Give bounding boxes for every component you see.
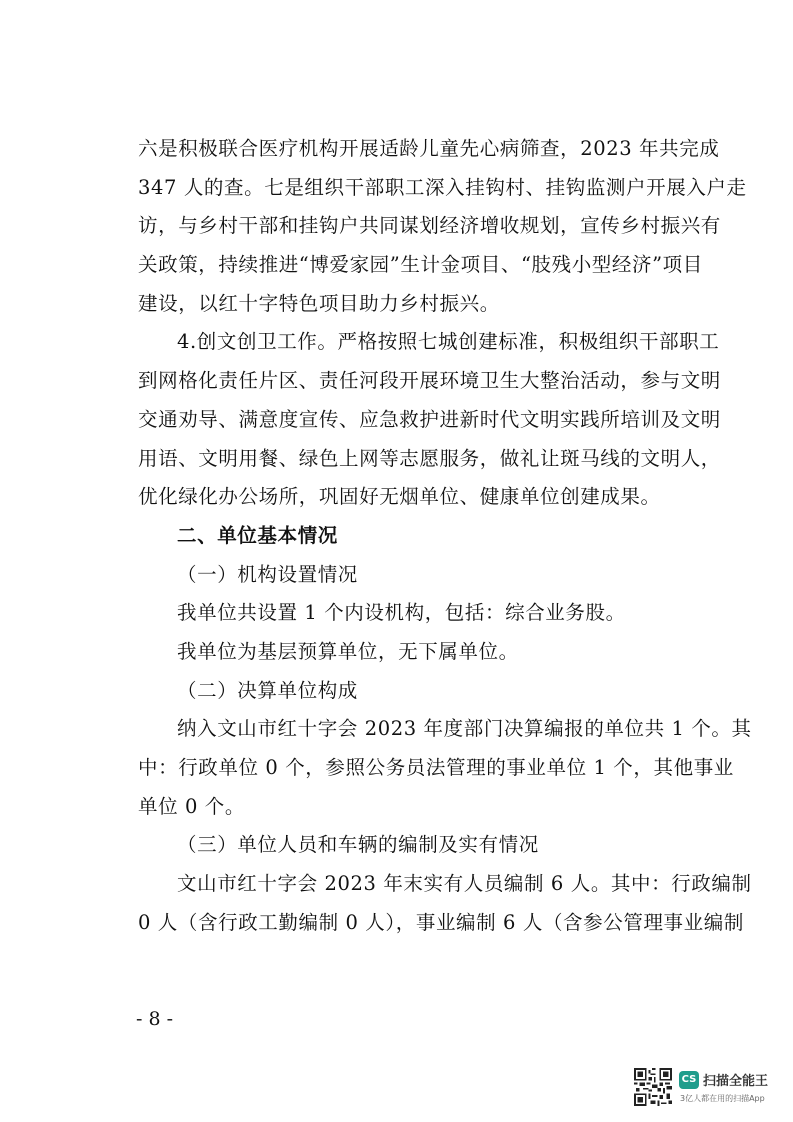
watermark-slogan: 3亿人都在用的扫描App — [680, 1094, 765, 1103]
paragraph-line: 交通劝导、满意度宣传、应急救护进新时代文明实践所培训及文明 — [138, 407, 721, 431]
paragraph-line: 到网格化责任片区、责任河段开展环境卫生大整治活动，参与文明 — [138, 369, 721, 393]
page-number: - 8 - — [136, 1008, 174, 1030]
paragraph-line: 六是积极联合医疗机构开展适龄儿童先心病筛查，2023 年共完成 — [138, 137, 720, 160]
paragraph-line: 单位 0 个。 — [138, 794, 246, 818]
scanner-watermark — [634, 1066, 784, 1110]
paragraph-line: 中：行政单位 0 个，参照公务员法管理的事业单位 1 个，其他事业 — [138, 756, 734, 779]
paragraph-line: 4.创文创卫工作。严格按照七城创建标准，积极组织干部职工 — [177, 330, 720, 354]
qr-code-icon — [634, 1068, 672, 1106]
paragraph-line: 建设，以红十字特色项目助力乡村振兴。 — [138, 291, 500, 315]
paragraph-line: 纳入文山市红十字会 2023 年度部门决算编报的单位共 1 个。其 — [177, 717, 752, 741]
paragraph-line: 我单位共设置 1 个内设机构，包括：综合业务股。 — [177, 601, 626, 625]
paragraph-line: 我单位为基层预算单位，无下属单位。 — [177, 639, 519, 663]
subsection-heading: （三）单位人员和车辆的编制及实有情况 — [177, 833, 539, 857]
paragraph-line: 访，与乡村干部和挂钩户共同谋划经济增收规划，宣传乡村振兴有 — [138, 214, 721, 238]
paragraph-line: 0 人（含行政工勤编制 0 人），事业编制 6 人（含参公管理事业编制 — [138, 910, 744, 934]
paragraph-line: 关政策，持续推进“博爱家园”生计金项目、“肢残小型经济”项目 — [138, 253, 703, 277]
paragraph-line: 用语、文明用餐、绿色上网等志愿服务，做礼让斑马线的文明人， — [138, 446, 721, 470]
document-body — [138, 130, 752, 942]
paragraph-line: 347 人的查。七是组织干部职工深入挂钩村、挂钩监测户开展入户走 — [138, 175, 747, 199]
paragraph-line: 文山市红十字会 2023 年末实有人员编制 6 人。其中：行政编制 — [177, 872, 752, 896]
paragraph-line: 优化绿化办公场所，巩固好无烟单位、健康单位创建成果。 — [138, 485, 661, 509]
subsection-heading: （二）决算单位构成 — [177, 678, 358, 702]
watermark-brand: 扫描全能王 — [703, 1074, 769, 1089]
subsection-heading: （一）机构设置情况 — [177, 562, 358, 586]
section-heading: 二、单位基本情况 — [177, 523, 338, 547]
camscanner-logo-icon: CS — [679, 1071, 699, 1089]
